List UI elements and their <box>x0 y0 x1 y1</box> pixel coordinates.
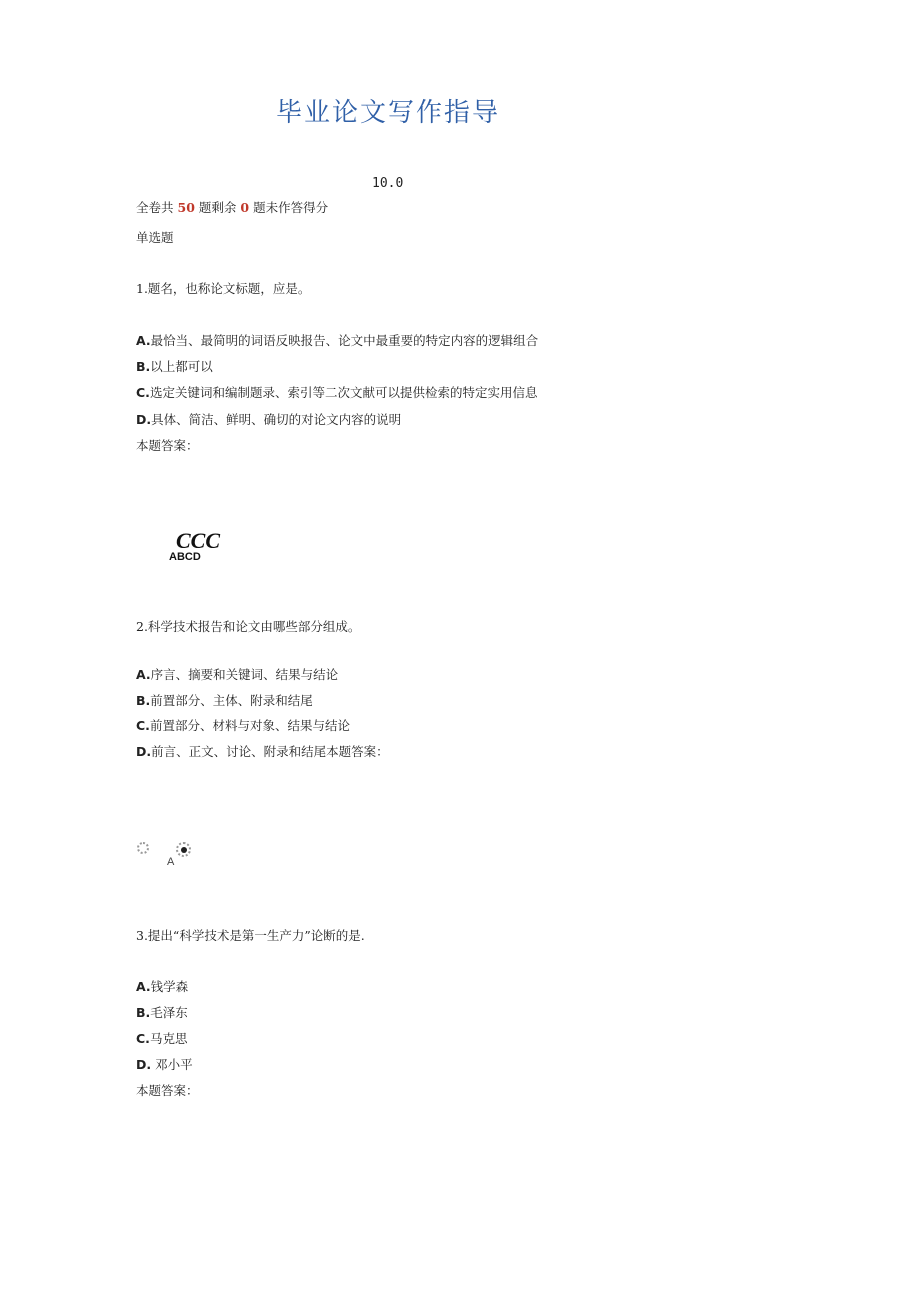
option-letter: D. <box>136 1057 152 1072</box>
q1-answer-label: 本题答案： <box>136 438 199 453</box>
section-heading: 单选题 <box>136 230 174 245</box>
option-letter: B. <box>136 693 151 708</box>
q2-option-c[interactable] <box>136 716 350 734</box>
question-3-stem: 3.提出“科学技术是第一生产力”论断的是. <box>136 928 365 943</box>
summary-suffix: 题未作答得分 <box>253 200 329 215</box>
exam-summary <box>136 198 328 216</box>
option-text: 序言、摘要和关键词、结果与结论 <box>150 667 339 682</box>
remaining-count: 0 <box>240 200 250 215</box>
option-text: 毛泽东 <box>150 1005 188 1020</box>
option-text: 选定关键词和编制题录、索引等二次文献可以提供检索的特定实用信息 <box>149 385 538 400</box>
radio-unselected-icon[interactable] <box>137 842 149 854</box>
option-letter: B. <box>136 359 151 374</box>
option-letter: A. <box>136 333 151 348</box>
option-text: 前置部分、主体、附录和结尾 <box>150 693 313 708</box>
q1-option-a[interactable] <box>136 331 538 349</box>
summary-middle: 题剩余 <box>198 200 237 215</box>
answer-stamp-options: ABCD <box>169 551 201 563</box>
answer-stamp: CCC <box>176 528 221 553</box>
option-text: 前置部分、材料与对象、结果与结论 <box>149 718 350 733</box>
option-text: 钱学森 <box>150 979 189 994</box>
option-letter: C. <box>136 718 150 733</box>
q3-option-c[interactable] <box>136 1029 187 1047</box>
q3-option-d[interactable] <box>136 1055 193 1073</box>
radio-selected-icon[interactable] <box>176 842 191 857</box>
option-text: 马克思 <box>149 1031 188 1046</box>
question-1-stem: 1.题名，也称论文标题，应是。 <box>136 281 311 296</box>
q1-option-b[interactable] <box>136 357 213 375</box>
page-title: 毕业论文写作指导 <box>276 98 501 128</box>
score: 10.0 <box>372 176 404 191</box>
option-letter: A. <box>136 979 151 994</box>
option-letter: A. <box>136 667 151 682</box>
q1-option-c[interactable] <box>136 383 537 401</box>
total-count: 50 <box>177 200 195 215</box>
q2-option-a[interactable] <box>136 665 338 683</box>
option-text: 前言、正文、讨论、附录和结尾本题答案： <box>151 744 389 759</box>
question-2-stem: 2.科学技术报告和论文由哪些部分组成。 <box>136 619 361 634</box>
option-text: 最恰当、最简明的词语反映报告、论文中最重要的特定内容的逻辑组合 <box>150 333 539 348</box>
option-text: 邓小平 <box>151 1057 193 1072</box>
q2-option-b[interactable] <box>136 691 313 709</box>
summary-prefix: 全卷共 <box>136 200 174 215</box>
option-letter: C. <box>136 1031 150 1046</box>
option-letter: D. <box>136 412 152 427</box>
radio-label: A <box>167 856 175 868</box>
option-text: 具体、简洁、鲜明、确切的对论文内容的说明 <box>151 412 402 427</box>
q3-answer-label: 本题答案： <box>136 1083 199 1098</box>
option-text: 以上都可以 <box>150 359 213 374</box>
option-letter: C. <box>136 385 150 400</box>
q1-option-d[interactable] <box>136 410 401 428</box>
option-letter: B. <box>136 1005 151 1020</box>
q3-option-b[interactable] <box>136 1003 188 1021</box>
option-letter: D. <box>136 744 152 759</box>
radio-dot-icon <box>181 847 187 853</box>
q3-option-a[interactable] <box>136 977 188 995</box>
q2-option-d[interactable] <box>136 742 389 760</box>
